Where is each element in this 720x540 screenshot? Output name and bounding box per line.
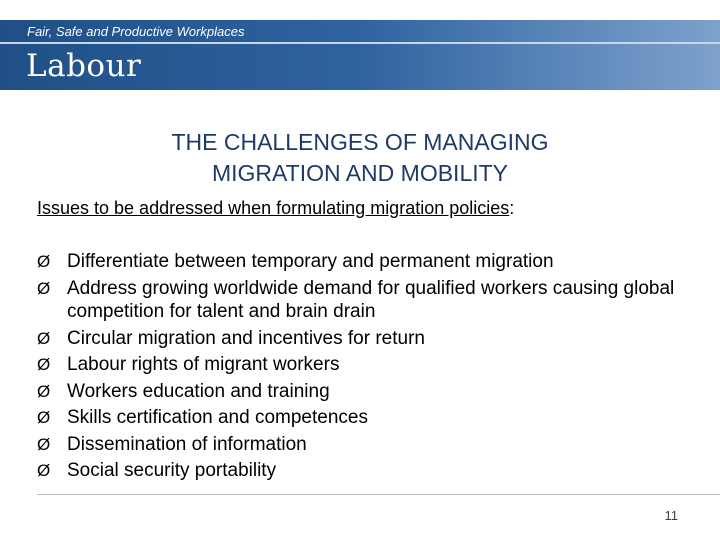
bullet-arrow-icon: Ø	[37, 408, 51, 427]
bullet-arrow-icon: Ø	[37, 328, 51, 348]
slide-title-line-2: MIGRATION AND MOBILITY	[211, 160, 509, 187]
slide-title-line-1: THE CHALLENGES OF MANAGING	[171, 129, 549, 156]
list-item-text: Labour rights of migrant workers	[67, 354, 340, 375]
list-item	[37, 277, 697, 324]
bullet-arrow-icon: Ø	[37, 381, 51, 401]
bullet-arrow-icon: Ø	[37, 252, 51, 271]
list-item-text: Social security portability	[67, 460, 277, 481]
intro-text	[37, 198, 514, 219]
tagline: Fair, Safe and Productive Workplaces	[27, 24, 245, 39]
list-item-text: Dissemination of information	[67, 433, 307, 455]
list-item	[37, 406, 697, 430]
footer-divider	[37, 494, 720, 495]
page-number: 11	[664, 508, 678, 523]
list-item	[37, 353, 697, 377]
bullet-arrow-icon: Ø	[37, 434, 51, 454]
list-item-text: Circular migration and incentives for return	[67, 327, 425, 349]
list-item	[37, 327, 697, 351]
bullet-arrow-icon: Ø	[37, 278, 51, 298]
bullet-arrow-icon: Ø	[37, 461, 51, 480]
bullet-arrow-icon: Ø	[37, 355, 51, 374]
list-item-text: Address growing worldwide demand for qualified workers causing global competition for talent and brain drain	[67, 277, 675, 322]
list-item-text: Workers education and training	[67, 380, 330, 402]
list-item-text: Differentiate between temporary and permanent migration	[67, 251, 554, 272]
list-item	[37, 380, 697, 404]
intro-underlined: Issues to be addressed when formulating migration policies	[37, 198, 510, 218]
slide-title	[0, 127, 720, 189]
bullet-list	[37, 250, 697, 486]
list-item	[37, 433, 697, 457]
list-item	[37, 250, 697, 274]
header-band	[0, 20, 720, 90]
intro-colon: :	[509, 198, 515, 218]
header-divider	[0, 42, 720, 44]
list-item	[37, 459, 697, 483]
list-item-text: Skills certification and competences	[67, 407, 368, 428]
brand-logo: Labour	[26, 48, 142, 84]
